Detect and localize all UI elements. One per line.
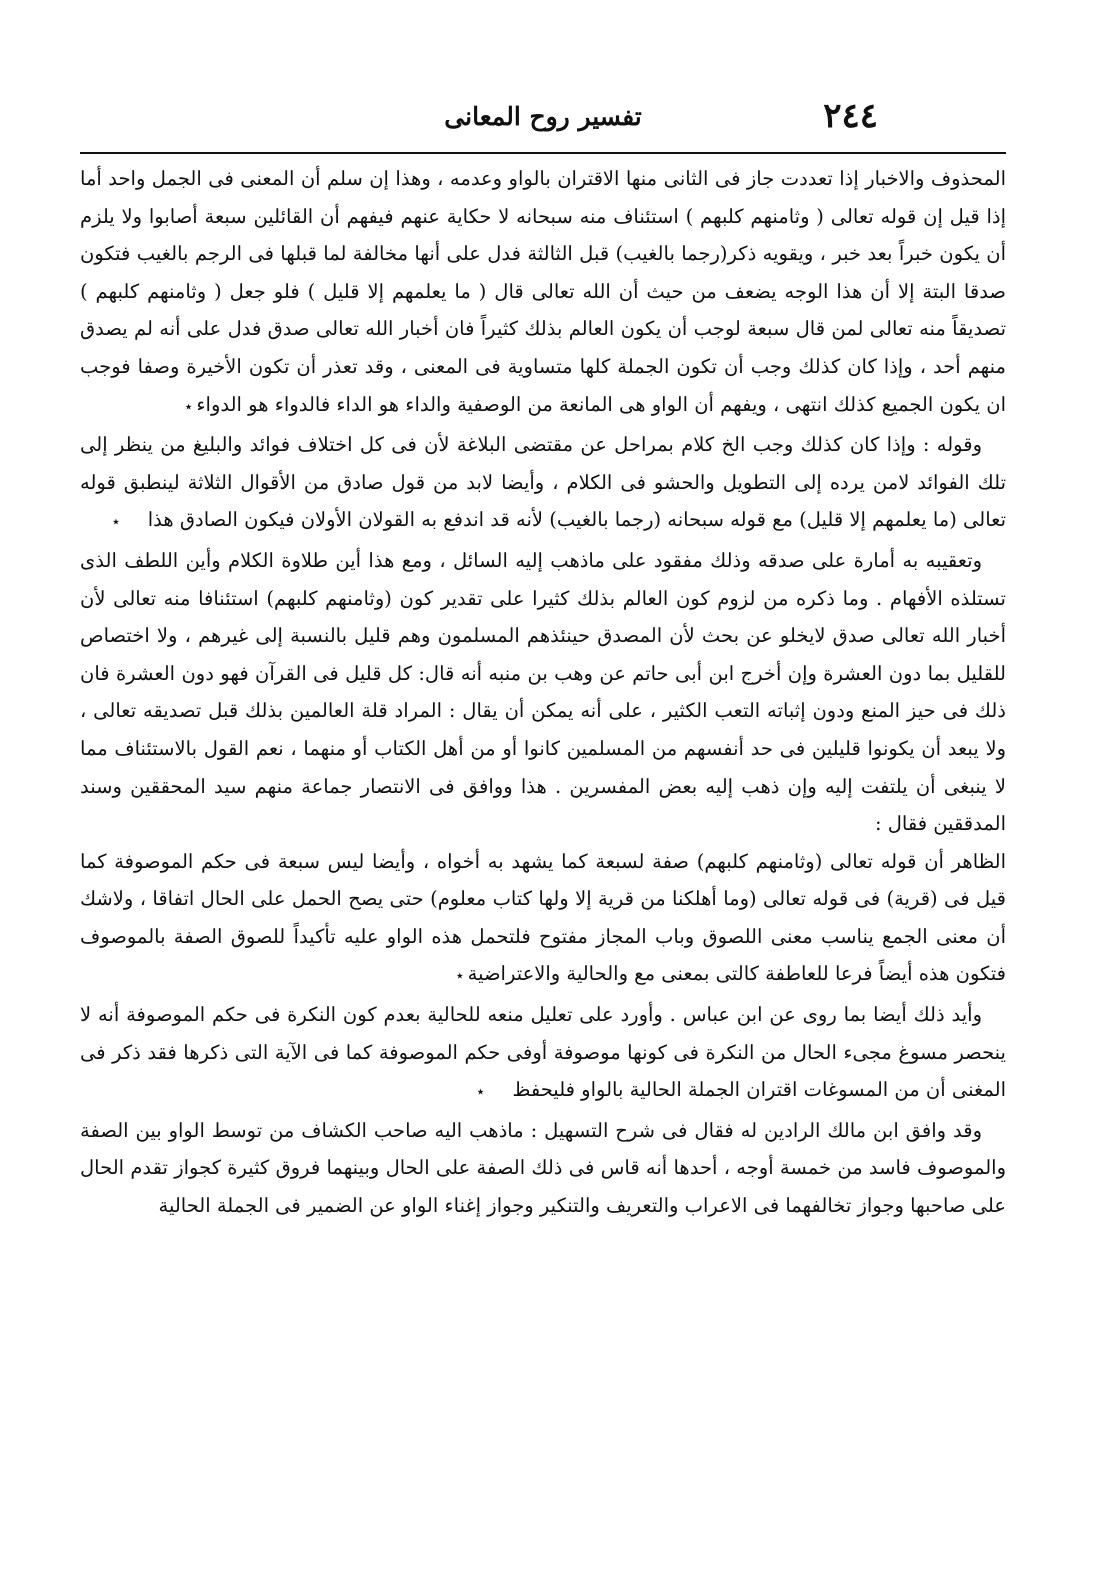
- paragraph-text: وأيد ذلك أيضا بما روى عن ابن عباس . وأورد على تعليل منعه للحالية بعدم كون النكرة فى حكم الموصوفة أنه لا ينحصر مسوغ مجىء الحال من النكرة فى كونها موصوفة أوفى حكم الموصوفة كما فى الآية التى ذكرها فقد ذكر فى المغنى أن من المسوغات اقتران الجملة الحالية بالواو فليحفظ: [80, 1003, 1006, 1102]
- end-mark: ٭: [184, 398, 193, 415]
- paragraph: [80, 843, 1006, 996]
- page-header: [80, 90, 1006, 152]
- end-mark: ٭: [112, 514, 120, 531]
- paragraph: [80, 542, 1006, 843]
- paragraph: [80, 996, 1006, 1112]
- header-rule: [80, 152, 1006, 154]
- end-mark: ٭: [456, 968, 464, 985]
- paragraph-text: الظاهر أن قوله تعالى (وثامنهم كلبهم) صفة لسبعة كما يشهد به أخواه ، وأيضا ليس سبعة فى حكم الموصوفة كما قيل فى (قرية) فى قوله تعالى (وما أهلكنا من قرية إلا ولها كتاب معلوم) حتى يصح الحمل على الحال اتفاقا ، ولاشك أن معنى الجمع يناسب معنى اللصوق وباب المجاز مفتوح فلتحمل هذه الواو عليه تأكيداً للصوق الصفة بالموصوف فتكون هذه أيضاً فرعا للعاطفة كالتى بمعنى مع والحالية والاعتراضية: [80, 849, 1006, 986]
- body-text: [80, 160, 1006, 1225]
- paragraph: [80, 1112, 1006, 1225]
- paragraph-text: وتعقيبه به أمارة على صدقه وذلك مفقود على ماذهب إليه السائل ، ومع هذا أين طلاوة الكلام وأين اللطف الذى تستلذه الأفهام . وما ذكره من لزوم كون العالم بذلك كثيرا على تقدير كون (وثامنهم كلبهم) استئنافا منه تعالى لأن أخبار الله تعالى صدق لايخلو عن بحث لأن المصدق حينئذهم المسلمون وهم قليل بالنسبة إلى غيرهم ، ولا اختصاص للقليل بما دون العشرة وإن أخرج ابن أبى حاتم عن وهب بن منبه أنه قال: كل قليل فى القرآن فهو دون العشرة فان ذلك فى حيز المنع ودون إثباته التعب الكثير ، على أنه يمكن أن يقال : المراد قلة العالمين بذلك قبل تصديقه تعالى ، ولا يبعد أن يكونوا قليلين فى حد أنفسهم من المسلمين كانوا أو من أهل الكتاب أو منهما ، نعم القول بالاستئناف مما لا ينبغى أن يلتفت إليه وإن ذهب إليه بعض المفسرين . هذا ووافق فى الانتصار جماعة منهم سيد المحققين وسند المدققين فقال :: [80, 548, 1006, 836]
- running-title: تفسير روح المعانى: [444, 102, 642, 131]
- paragraph-text: وقد وافق ابن مالك الرادين له فقال فى شرح التسهيل : ماذهب اليه صاحب الكشاف من توسط الواو بين الصفة والموصوف فاسد من خمسة أوجه ، أحدها أنه قاس فى ذلك الصفة على الحال وبينهما فروق كثيرة كجواز تقدم الحال على صاحبها وجواز تخالفهما فى الاعراب والتعريف والتنكير وجواز إغناء الواو عن الضمير فى الجملة الحالية: [80, 1118, 1006, 1218]
- paragraph-text: وقوله : وإذا كان كذلك وجب الخ كلام بمراحل عن مقتضى البلاغة لأن فى كل اختلاف فوائد والبليغ من ينظر إلى تلك الفوائد لامن يرده إلى التطويل والحشو فى الكلام ، وأيضا لابد من قول صادق من الأقوال الثلاثة لينطبق قوله تعالى (ما يعلمهم إلا قليل) مع قوله سبحانه (رجما بالغيب) لأنه قد اندفع به القولان الأولان فيكون الصادق هذا: [80, 433, 1006, 532]
- paragraph: [80, 160, 1006, 426]
- end-mark: ٭: [476, 1084, 485, 1101]
- page-number: ٢٤٤: [823, 96, 878, 136]
- paragraph: [80, 426, 1006, 542]
- paragraph-text: المحذوف والاخبار إذا تعددت جاز فى الثانى منها الاقتران بالواو وعدمه ، وهذا إن سلم أن المعنى فى الجمل واحد أما إذا قيل إن قوله تعالى ( وثامنهم كلبهم ) استئناف منه سبحانه لا حكاية عنهم فيفهم أن القائلين سبعة أصابوا ولا يلزم أن يكون خبراً بعد خبر ، ويقويه ذكر(رجما بالغيب) قبل الثالثة فدل على أنها مخالفة لما قبلها فى الرجم بالغيب فتكون صدقا البتة إلا أن هذا الوجه يضعف من حيث أن الله تعالى قال ( ما يعلمهم إلا قليل ) فلو جعل ( وثامنهم كلبهم ) تصديقاً منه تعالى لمن قال سبعة لوجب أن يكون العالم بذلك كثيراً فان أخبار الله تعالى صدق فدل على أنه لم يصدق منهم أحد ، وإذا كان كذلك وجب أن تكون الجملة كلها متساوية فى المعنى ، وقد تعذر أن تكون الأخيرة وصفا فوجب ان يكون الجميع كذلك انتهى ، ويفهم أن الواو هى المانعة من الوصفية والداء هو الداء فالدواء هو الدواء: [80, 167, 1006, 416]
